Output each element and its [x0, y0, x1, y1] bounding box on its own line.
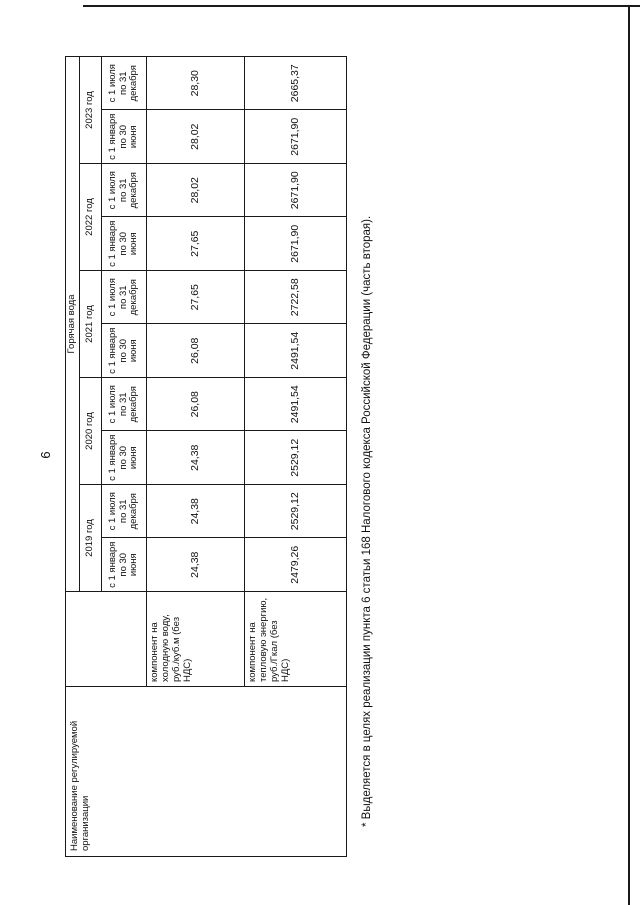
tariff-value-cell: 28,02 — [147, 110, 245, 164]
period-header: с 1 июля по 31 декабря — [102, 56, 147, 110]
period-header: с 1 июля по 31 декабря — [102, 378, 147, 432]
year-header: 2019 год — [80, 485, 102, 592]
tariff-value-cell: 2671,90 — [245, 110, 347, 164]
tariff-value-cell: 2491,54 — [245, 324, 347, 378]
tariff-value-cell: 2671,90 — [245, 164, 347, 218]
tariff-value-cell: 26,08 — [147, 378, 245, 432]
component-label-heat-energy — [245, 592, 347, 687]
page-number: 9 — [38, 451, 53, 459]
period-header: с 1 июля по 31 декабря — [102, 271, 147, 325]
period-header: с 1 января по 30 июня — [102, 217, 147, 271]
tariff-value-cell: 2665,37 — [245, 56, 347, 110]
tariff-value-cell: 27,65 — [147, 271, 245, 325]
rotated-table-content — [65, 57, 640, 857]
period-header: с 1 июля по 31 декабря — [102, 164, 147, 218]
tariff-value-cell: 2671,90 — [245, 217, 347, 271]
page-edge-top — [83, 5, 640, 7]
org-name-header — [66, 687, 347, 857]
tariff-value-cell: 24,38 — [147, 538, 245, 592]
period-header: с 1 января по 30 июня — [102, 110, 147, 164]
tariff-value-cell: 2479,26 — [245, 538, 347, 592]
year-header: 2023 год — [80, 56, 102, 163]
component-label-text: компонент на тепловую энергию, руб./Гкал (без НДС) — [247, 597, 291, 682]
tariff-value-cell: 28,30 — [147, 56, 245, 110]
tariff-value-cell: 24,38 — [147, 485, 245, 539]
tariff-value-cell: 27,65 — [147, 217, 245, 271]
period-header: с 1 января по 30 июня — [102, 538, 147, 592]
component-label-cold-water — [147, 592, 245, 687]
period-header: с 1 июля по 31 декабря — [102, 485, 147, 539]
org-name-header-text: Наименование регулируемой организации — [69, 720, 91, 851]
category-header: Горячая вода — [66, 56, 80, 591]
tariff-table — [65, 56, 347, 857]
year-header: 2021 год — [80, 271, 102, 378]
component-label-text: компонент на холодную воду, руб./куб.м (без НДС) — [149, 614, 193, 682]
tariff-value-cell: 24,38 — [147, 431, 245, 485]
vat-footnote: * Выделяется в целях реализации пункта 6 статьи 168 Налогового кодекса Российской Федерации (часть вторая). — [361, 215, 373, 827]
tariff-value-cell: 26,08 — [147, 324, 245, 378]
tariff-value-cell: 2529,12 — [245, 485, 347, 539]
year-header: 2022 год — [80, 164, 102, 271]
header-blank-cell — [66, 592, 147, 687]
year-header: 2020 год — [80, 378, 102, 485]
tariff-value-cell: 2491,54 — [245, 378, 347, 432]
tariff-value-cell: 2722,58 — [245, 271, 347, 325]
period-header: с 1 января по 30 июня — [102, 324, 147, 378]
tariff-value-cell: 2529,12 — [245, 431, 347, 485]
header-row-category — [66, 56, 80, 856]
tariff-value-cell: 28,02 — [147, 164, 245, 218]
period-header: с 1 января по 30 июня — [102, 431, 147, 485]
